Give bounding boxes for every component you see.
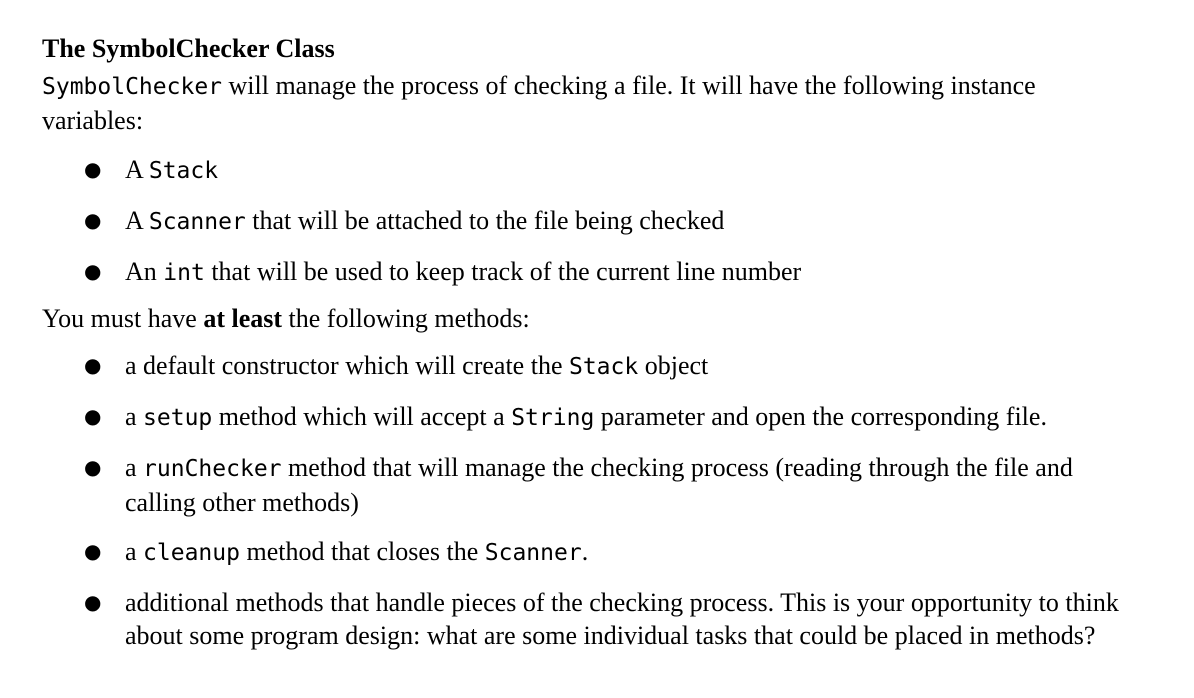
code-term: String (511, 405, 595, 431)
bullet-icon: ● (84, 259, 102, 283)
bullet-icon: ● (84, 353, 102, 377)
list-item: ● a cleanup method that closes the Scanner. (84, 537, 589, 566)
methods-intro-paragraph: You must have at least the following methods: (42, 304, 530, 333)
code-term: Scanner (484, 540, 582, 566)
intro-text: will manage the process of checking a file. It will have the following instance variables: (42, 71, 1036, 135)
list-item: ● a default constructor which will create the Stack object (84, 351, 709, 380)
intro-paragraph (42, 69, 1124, 137)
code-term: Scanner (148, 209, 246, 235)
section-heading: The SymbolChecker Class (42, 34, 335, 63)
bullet-icon: ● (84, 590, 102, 614)
emphasis-text: at least (203, 304, 283, 333)
code-term: int (163, 260, 205, 286)
bullet-icon: ● (84, 539, 102, 563)
list-item: ● additional methods that handle pieces of the checking process. This is your opportunity to think about some program design: what are some individual tasks that could be placed in methods? (84, 588, 1119, 650)
list-item: ● A Stack (84, 155, 219, 184)
list-item: ● a runChecker method that will manage the checking process (reading through the file and calling other methods) (84, 453, 1073, 517)
code-term: Stack (568, 354, 639, 380)
methods-list (42, 349, 1124, 652)
code-term: Stack (148, 158, 219, 184)
bullet-icon: ● (84, 208, 102, 232)
instance-variables-list (42, 153, 1124, 290)
list-item: ● A Scanner that will be attached to the file being checked (84, 206, 725, 235)
code-term: cleanup (143, 540, 240, 566)
list-item: ● a setup method which will accept a String parameter and open the corresponding file. (84, 402, 1047, 431)
bullet-icon: ● (84, 157, 102, 181)
code-term: runChecker (143, 456, 282, 482)
class-name-code: SymbolChecker (42, 74, 223, 100)
bullet-icon: ● (84, 404, 102, 428)
bullet-icon: ● (84, 455, 102, 479)
list-item: ● An int that will be used to keep track of the current line number (84, 257, 802, 286)
code-term: setup (143, 405, 213, 431)
